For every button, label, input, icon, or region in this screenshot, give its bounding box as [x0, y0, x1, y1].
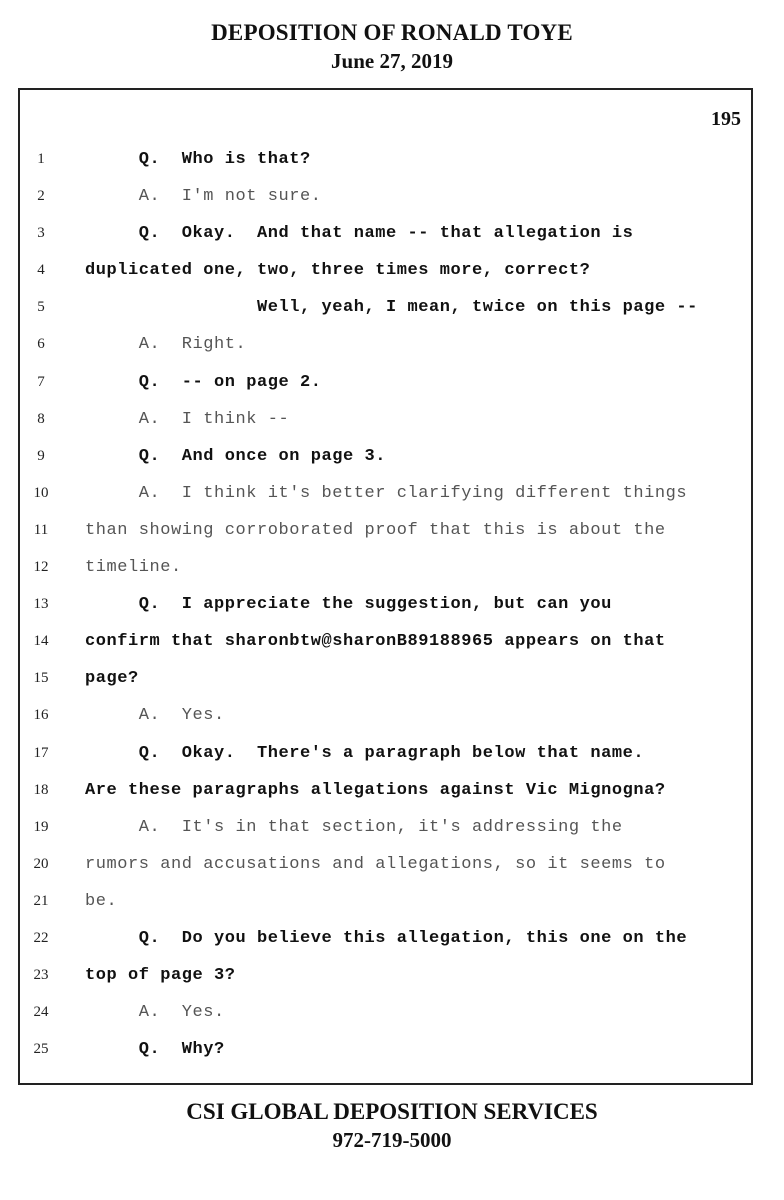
line-number: 19 — [33, 818, 49, 835]
line-number: 6 — [37, 336, 45, 353]
line-number: 2 — [37, 188, 45, 205]
transcript-line — [20, 182, 751, 219]
transcript-line — [20, 293, 751, 330]
transcript-lines — [20, 145, 751, 1072]
line-text: Q. And once on page 3. — [85, 446, 387, 466]
transcript-line — [20, 219, 751, 256]
line-text: Well, yeah, I mean, twice on this page -- — [85, 298, 698, 318]
line-number: 13 — [33, 596, 49, 613]
line-number: 8 — [37, 410, 45, 427]
line-number: 24 — [33, 1004, 49, 1021]
line-number: 23 — [33, 967, 49, 984]
transcript-line — [20, 664, 751, 701]
line-number: 15 — [33, 670, 49, 687]
transcript-line — [20, 813, 751, 850]
transcript-line — [20, 1035, 751, 1072]
line-number: 10 — [33, 484, 49, 501]
line-number: 22 — [33, 929, 49, 946]
line-text: A. Yes. — [85, 1003, 225, 1023]
line-number: 7 — [37, 373, 45, 390]
line-number: 9 — [37, 447, 45, 464]
line-text: A. I think -- — [85, 409, 290, 429]
line-number: 20 — [33, 855, 49, 872]
line-text: be. — [85, 891, 118, 911]
line-number: 1 — [37, 151, 45, 167]
page-footer — [0, 1098, 784, 1154]
line-text: timeline. — [85, 558, 182, 578]
transcript-line — [20, 739, 751, 776]
line-text: than showing corroborated proof that this is about the — [85, 520, 666, 540]
line-text: top of page 3? — [85, 966, 236, 986]
transcript-line — [20, 924, 751, 961]
page-number: 195 — [711, 108, 741, 130]
transcript-line — [20, 516, 751, 553]
line-text: Q. Why? — [85, 1040, 225, 1060]
transcript-line — [20, 701, 751, 738]
transcript-line — [20, 330, 751, 367]
company-phone: 972-719-5000 — [332, 1128, 452, 1152]
transcript-line — [20, 961, 751, 998]
line-text: Q. Do you believe this allegation, this one on the — [85, 928, 688, 948]
line-text: A. It's in that section, it's addressing the — [85, 817, 623, 837]
transcript-line — [20, 145, 751, 182]
line-text: A. I'm not sure. — [85, 187, 322, 207]
line-text: Q. -- on page 2. — [85, 372, 322, 392]
transcript-line — [20, 442, 751, 479]
line-number: 18 — [33, 781, 49, 798]
line-number: 12 — [33, 559, 49, 576]
line-number: 25 — [33, 1041, 49, 1058]
transcript-line — [20, 776, 751, 813]
line-number: 17 — [33, 744, 49, 761]
line-text: A. Right. — [85, 335, 247, 355]
line-number: 5 — [37, 299, 45, 316]
line-text: confirm that sharonbtw@sharonB89188965 appears on that — [85, 632, 666, 652]
transcript-line — [20, 590, 751, 627]
line-number: 21 — [33, 892, 49, 909]
transcript-line — [20, 256, 751, 293]
transcript-frame — [18, 88, 753, 1085]
line-number: 11 — [33, 521, 49, 538]
transcript-line — [20, 998, 751, 1035]
line-text: rumors and accusations and allegations, so it seems to — [85, 854, 666, 874]
transcript-line — [20, 627, 751, 664]
line-text: Are these paragraphs allegations against Vic Mignogna? — [85, 780, 666, 800]
transcript-line — [20, 405, 751, 442]
line-number: 4 — [37, 262, 45, 279]
line-text: duplicated one, two, three times more, correct? — [85, 261, 591, 281]
transcript-line — [20, 368, 751, 405]
deposition-title: DEPOSITION OF RONALD TOYE — [211, 20, 573, 45]
transcript-line — [20, 850, 751, 887]
line-number: 3 — [37, 225, 45, 242]
line-text: page? — [85, 669, 139, 689]
line-number: 16 — [33, 707, 49, 724]
line-number: 14 — [33, 633, 49, 650]
page-header — [0, 18, 784, 74]
line-text: Q. Okay. There's a paragraph below that name. — [85, 743, 645, 763]
transcript-line — [20, 553, 751, 590]
line-text: Q. Who is that? — [85, 150, 311, 169]
transcript-line — [20, 887, 751, 924]
deposition-date: June 27, 2019 — [331, 49, 453, 73]
company-name: CSI GLOBAL DEPOSITION SERVICES — [186, 1099, 598, 1124]
line-text: A. Yes. — [85, 706, 225, 726]
line-text: Q. Okay. And that name -- that allegation is — [85, 224, 634, 244]
line-text: Q. I appreciate the suggestion, but can you — [85, 595, 612, 615]
transcript-line — [20, 479, 751, 516]
line-text: A. I think it's better clarifying different things — [85, 483, 688, 503]
